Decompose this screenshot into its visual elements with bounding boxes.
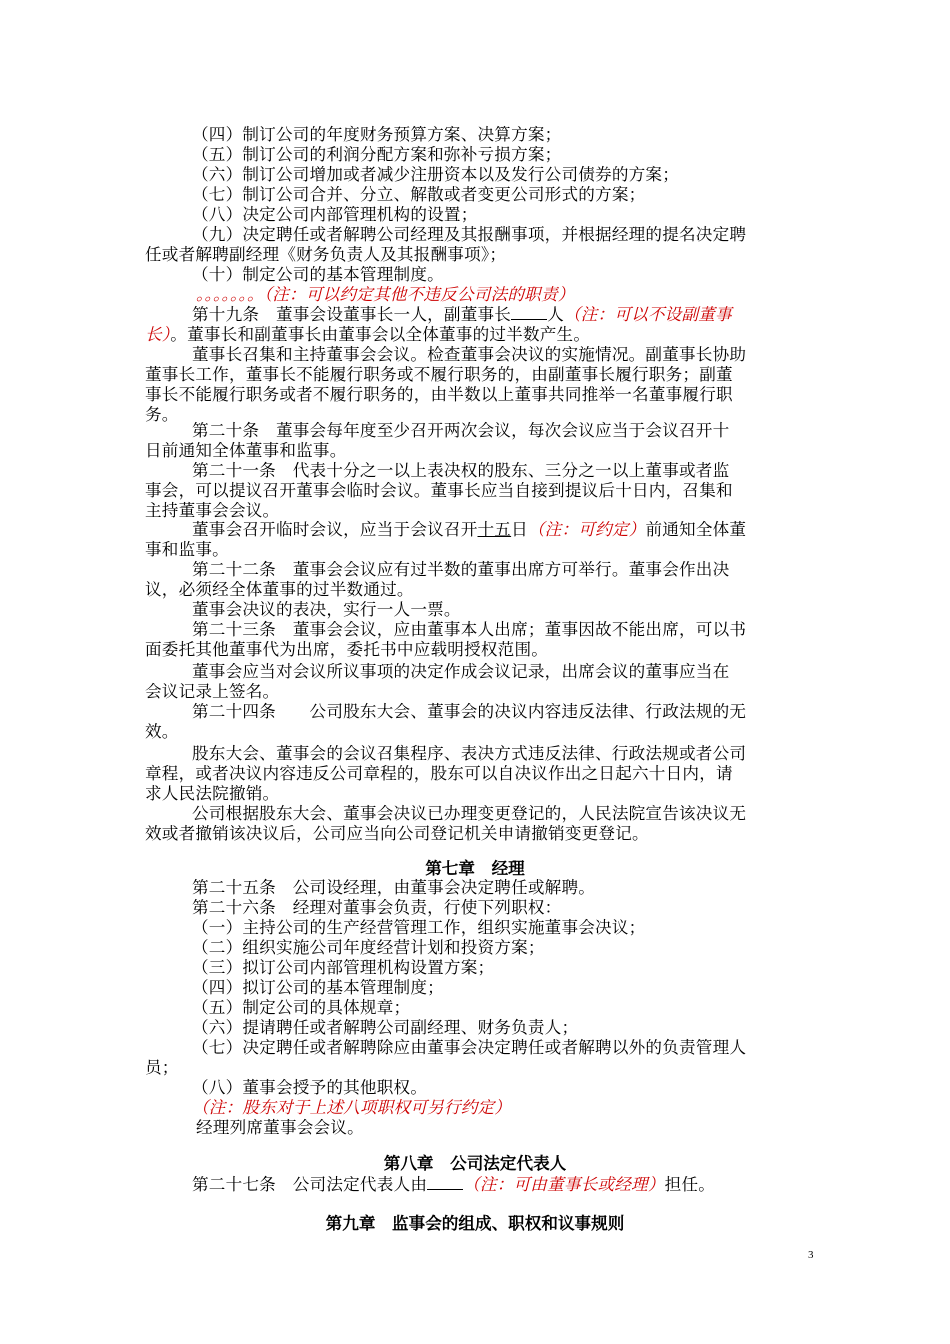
text-line: （二）组织实施公司年度经营计划和投资方案； bbox=[192, 938, 545, 957]
article-19 bbox=[192, 305, 732, 325]
text-segment: 董事会召开临时会议，应当于会议召开 bbox=[192, 520, 478, 539]
chapter-8-heading: 第八章 公司法定代表人 bbox=[383, 1153, 567, 1173]
text-line: 第二十二条 董事会会议应有过半数的董事出席方可举行。董事会作出决 bbox=[192, 560, 730, 579]
text-line: 公司根据股东大会、董事会决议已办理变更登记的，人民法院宣告该决议无 bbox=[192, 804, 747, 823]
text-line: 第二十五条 公司设经理，由董事会决定聘任或解聘。 bbox=[192, 878, 596, 897]
annotation-note: （注：可约定） bbox=[527, 520, 646, 539]
text-line: （六）提请聘任或者解聘公司副经理、财务负责人； bbox=[192, 1018, 579, 1037]
text-segment: 。董事长和副董事长由董事会以全体董事的过半数产生。 bbox=[170, 325, 591, 344]
article-27 bbox=[192, 1175, 715, 1195]
text-line: 务。 bbox=[145, 405, 179, 424]
text-line: 议，必须经全体董事的过半数通过。 bbox=[145, 580, 414, 599]
text-line: 董事会应当对会议所议事项的决定作成会议记录，出席会议的董事应当在 bbox=[192, 662, 730, 681]
text-line: （九）决定聘任或者解聘公司经理及其报酬事项，并根据经理的提名决定聘 bbox=[192, 225, 747, 244]
text-line: （四）拟订公司的基本管理制度； bbox=[192, 978, 444, 997]
text-line: （八）决定公司内部管理机构的设置； bbox=[192, 205, 478, 224]
text-line: 事长不能履行职务或者不履行职务的，由半数以上董事共同推举一名董事履行职 bbox=[145, 385, 733, 404]
underlined-value: 十五 bbox=[477, 520, 512, 539]
text-segment: 前通知全体董 bbox=[645, 520, 747, 539]
text-segment: 人 bbox=[547, 305, 564, 324]
text-line: 第二十条 董事会每年度至少召开两次会议，每次会议应当于会议召开十 bbox=[192, 421, 730, 440]
text-line: （五）制订公司的利润分配方案和弥补亏损方案； bbox=[192, 145, 562, 164]
text-line: 第二十三条 董事会会议，应由董事本人出席；董事因故不能出席，可以书 bbox=[192, 620, 747, 639]
fill-in-blank bbox=[427, 1175, 463, 1190]
text-segment: 第二十七条 公司法定代表人由 bbox=[192, 1175, 428, 1194]
text-line: 第二十四条 公司股东大会、董事会的决议内容违反法律、行政法规的无 bbox=[192, 702, 747, 721]
text-line: （六）制订公司增加或者减少注册资本以及发行公司债券的方案； bbox=[192, 165, 680, 184]
text-line: 效或者撤销该决议后，公司应当向公司登记机关申请撤销变更登记。 bbox=[145, 824, 649, 843]
text-line: 章程，或者决议内容违反公司章程的，股东可以自决议作出之日起六十日内，请 bbox=[145, 764, 733, 783]
text-line: （八）董事会授予的其他职权。 bbox=[192, 1078, 428, 1097]
text-line: （一）主持公司的生产经营管理工作，组织实施董事会决议； bbox=[192, 918, 646, 937]
text-line: 第二十一条 代表十分之一以上表决权的股东、三分之一以上董事或者监 bbox=[192, 461, 730, 480]
text-line bbox=[145, 325, 590, 345]
text-line: 经理列席董事会会议。 bbox=[196, 1118, 364, 1137]
ellipsis-dots: 。。。。。。。 bbox=[196, 285, 264, 304]
annotation-note: （注：可由董事长或经理） bbox=[463, 1175, 665, 1194]
fill-in-blank bbox=[511, 305, 547, 320]
text-line: 董事长召集和主持董事会会议。检查董事会决议的实施情况。副董事长协助 bbox=[192, 345, 747, 364]
annotation-note: 长） bbox=[145, 325, 171, 344]
text-line: 求人民法院撤销。 bbox=[145, 784, 280, 803]
text-line bbox=[192, 520, 746, 540]
text-line: 董事会决议的表决，实行一人一票。 bbox=[192, 600, 461, 619]
text-line: 主持董事会会议。 bbox=[145, 501, 280, 520]
text-line: 事会，可以提议召开董事会临时会议。董事长应当自接到提议后十日内，召集和 bbox=[145, 481, 733, 500]
text-line: 任或者解聘副经理《财务负责人及其报酬事项》； bbox=[145, 245, 507, 264]
text-line: 股东大会、董事会的会议召集程序、表决方式违反法律、行政法规或者公司 bbox=[192, 744, 747, 763]
text-line bbox=[196, 285, 575, 305]
text-line: （七）决定聘任或者解聘除应由董事会决定聘任或者解聘以外的负责管理人 bbox=[192, 1038, 747, 1057]
text-line: （十）制定公司的基本管理制度。 bbox=[192, 265, 444, 284]
annotation-note: （注：可以不设副董事 bbox=[563, 305, 732, 324]
text-line: （三）拟订公司内部管理机构设置方案； bbox=[192, 958, 495, 977]
text-line: 效。 bbox=[145, 722, 179, 741]
annotation-note: （注：可以约定其他不违反公司法的职责） bbox=[263, 285, 575, 304]
chapter-7-heading: 第七章 经理 bbox=[425, 858, 525, 878]
text-line: （四）制订公司的年度财务预算方案、决算方案； bbox=[192, 125, 562, 144]
text-line: 员； bbox=[145, 1058, 179, 1077]
annotation-note: （注：股东对于上述八项职权可另行约定） bbox=[192, 1098, 512, 1117]
text-segment: 担任。 bbox=[664, 1175, 716, 1194]
text-line: 事和监事。 bbox=[145, 540, 229, 559]
text-line: 面委托其他董事代为出席，委托书中应载明授权范围。 bbox=[145, 640, 549, 659]
text-line: 日前通知全体董事和监事。 bbox=[145, 441, 347, 460]
text-segment: 日 bbox=[511, 520, 528, 539]
text-line: 第二十六条 经理对董事会负责，行使下列职权： bbox=[192, 898, 562, 917]
page-number: 3 bbox=[808, 1249, 814, 1261]
text-line: 董事长工作，董事长不能履行职务或不履行职务的，由副董事长履行职务；副董 bbox=[145, 365, 733, 384]
text-segment: 第十九条 董事会设董事长一人，副董事长 bbox=[192, 305, 512, 324]
text-line: （五）制定公司的具体规章； bbox=[192, 998, 411, 1017]
text-line: 会议记录上签名。 bbox=[145, 682, 280, 701]
text-line: （七）制订公司合并、分立、解散或者变更公司形式的方案； bbox=[192, 185, 646, 204]
chapter-9-heading: 第九章 监事会的组成、职权和议事规则 bbox=[325, 1213, 625, 1233]
